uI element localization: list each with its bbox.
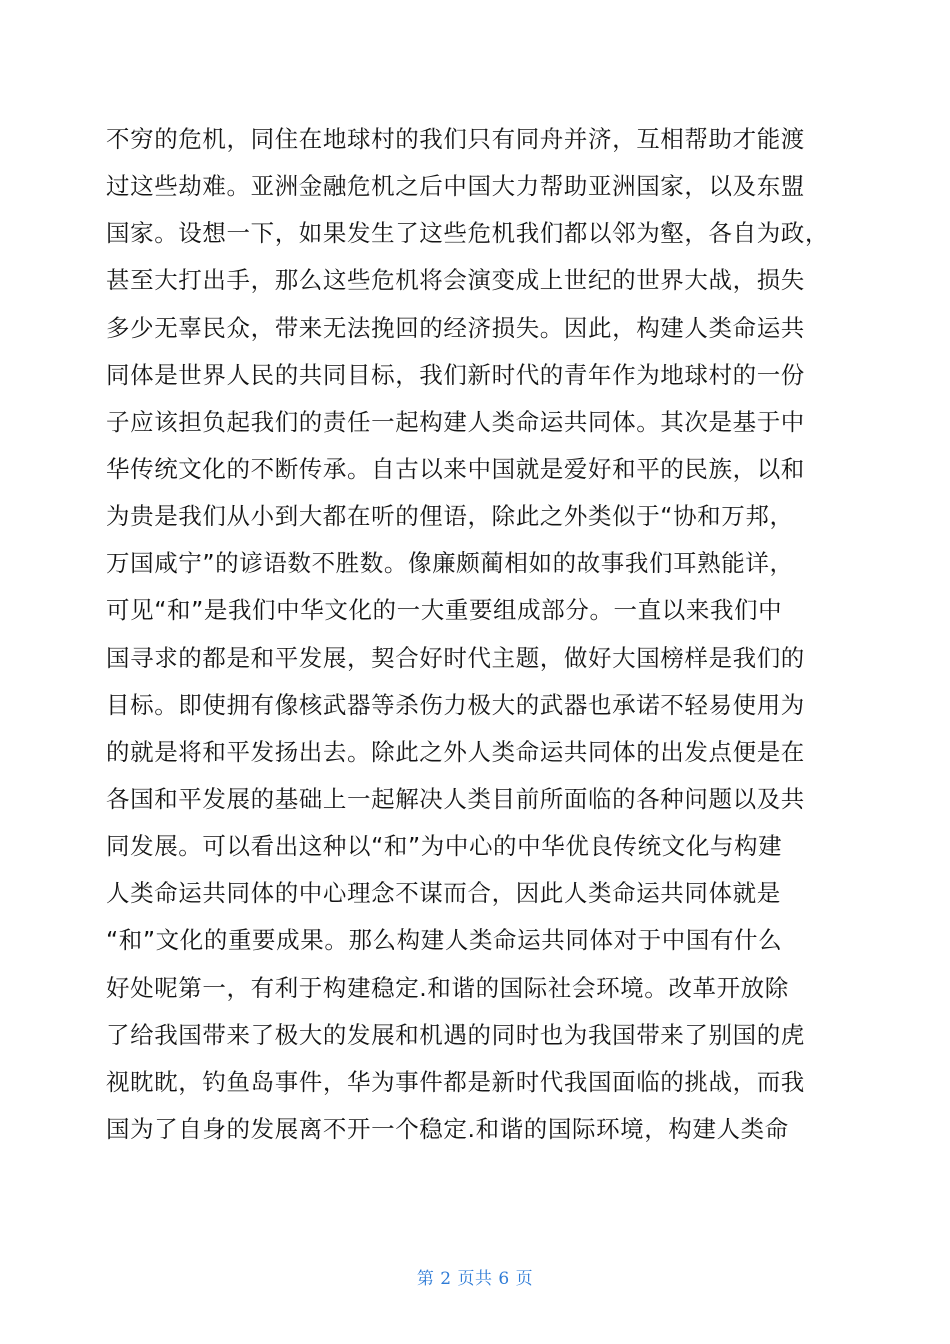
body-paragraph xyxy=(106,116,846,1153)
text-line-3: 国家。设想一下，如果发生了这些危机我们都以邻为壑，各自为政， xyxy=(106,219,829,248)
text-line-22: 国为了自身的发展离不开一个稳定.和谐的国际环境，构建人类命 xyxy=(106,1114,789,1143)
text-line-20: 了给我国带来了极大的发展和机遇的同时也为我国带来了别国的虎 xyxy=(106,1020,805,1049)
text-line-21: 视眈眈，钓鱼岛事件，华为事件都是新时代我国面临的挑战，而我 xyxy=(106,1067,805,1096)
text-line-10: 万国咸宁”的谚语数不胜数。像廉颇蔺相如的故事我们耳熟能详， xyxy=(106,549,794,578)
page-number-footer: 第 2 页共 6 页 xyxy=(416,1269,534,1289)
text-line-16: 同发展。可以看出这种以“和”为中心的中华优良传统文化与构建 xyxy=(106,832,783,861)
text-line-6: 同体是世界人民的共同目标，我们新时代的青年作为地球村的一份 xyxy=(106,360,805,389)
text-line-8: 华传统文化的不断传承。自古以来中国就是爱好和平的民族，以和 xyxy=(106,454,805,483)
text-line-15: 各国和平发展的基础上一起解决人类目前所面临的各种问题以及共 xyxy=(106,784,805,813)
text-line-17: 人类命运共同体的中心理念不谋而合，因此人类命运共同体就是 xyxy=(106,879,781,908)
text-line-12: 国寻求的都是和平发展，契合好时代主题，做好大国榜样是我们的 xyxy=(106,643,805,672)
text-line-13: 目标。即使拥有像核武器等杀伤力极大的武器也承诺不轻易使用为 xyxy=(106,690,805,719)
text-line-1: 不穷的危机，同住在地球村的我们只有同舟并济，互相帮助才能渡 xyxy=(106,125,805,153)
text-line-11: 可见“和”是我们中华文化的一大重要组成部分。一直以来我们中 xyxy=(106,596,783,625)
text-line-2: 过这些劫难。亚洲金融危机之后中国大力帮助亚洲国家，以及东盟 xyxy=(106,172,805,201)
text-line-9: 为贵是我们从小到大都在听的俚语，除此之外类似于“协和万邦， xyxy=(106,502,794,531)
text-line-7: 子应该担负起我们的责任一起构建人类命运共同体。其次是基于中 xyxy=(106,407,805,436)
text-line-19: 好处呢第一，有利于构建稳定.和谐的国际社会环境。改革开放除 xyxy=(106,973,789,1002)
text-line-4: 甚至大打出手，那么这些危机将会演变成上世纪的世界大战，损失 xyxy=(106,266,805,295)
text-line-18: “和”文化的重要成果。那么构建人类命运共同体对于中国有什么 xyxy=(106,926,783,955)
text-line-5: 多少无辜民众，带来无法挽回的经济损失。因此，构建人类命运共 xyxy=(106,313,805,342)
text-line-14: 的就是将和平发扬出去。除此之外人类命运共同体的出发点便是在 xyxy=(106,737,805,766)
